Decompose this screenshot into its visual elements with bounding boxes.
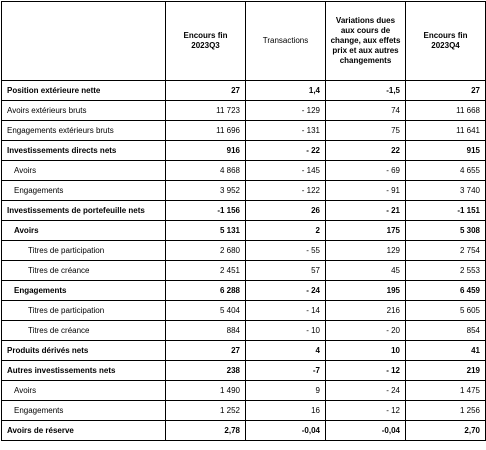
cell-variations: 10 — [326, 341, 406, 361]
row-label: Titres de créance — [2, 321, 166, 341]
cell-transactions: 26 — [246, 201, 326, 221]
table-row — [2, 381, 486, 401]
table-row — [2, 361, 486, 381]
cell-q3: 238 — [166, 361, 246, 381]
table-row — [2, 101, 486, 121]
cell-q3: 1 490 — [166, 381, 246, 401]
cell-variations: 74 — [326, 101, 406, 121]
table-row — [2, 141, 486, 161]
row-label: Avoirs extérieurs bruts — [2, 101, 166, 121]
cell-variations: 22 — [326, 141, 406, 161]
cell-q3: 11 723 — [166, 101, 246, 121]
row-label: Investissements de portefeuille nets — [2, 201, 166, 221]
cell-q3: 2 680 — [166, 241, 246, 261]
cell-transactions: 1,4 — [246, 81, 326, 101]
cell-transactions: - 55 — [246, 241, 326, 261]
table-row — [2, 161, 486, 181]
cell-q3: 2,78 — [166, 421, 246, 441]
table-row — [2, 241, 486, 261]
row-label: Engagements — [2, 401, 166, 421]
cell-q3: 2 451 — [166, 261, 246, 281]
cell-q4: 1 256 — [406, 401, 486, 421]
cell-q4: 11 641 — [406, 121, 486, 141]
balance-table — [1, 1, 486, 441]
cell-q4: 854 — [406, 321, 486, 341]
header-q3: Encours fin 2023Q3 — [166, 2, 246, 81]
row-label: Autres investissements nets — [2, 361, 166, 381]
cell-transactions: - 22 — [246, 141, 326, 161]
cell-variations: 216 — [326, 301, 406, 321]
cell-variations: 129 — [326, 241, 406, 261]
cell-q4: 219 — [406, 361, 486, 381]
cell-variations: -1,5 — [326, 81, 406, 101]
table-row — [2, 201, 486, 221]
cell-q3: 27 — [166, 81, 246, 101]
cell-q3: -1 156 — [166, 201, 246, 221]
cell-q3: 3 952 — [166, 181, 246, 201]
cell-variations: 175 — [326, 221, 406, 241]
header-row — [2, 2, 486, 81]
cell-q4: 1 475 — [406, 381, 486, 401]
cell-transactions: -7 — [246, 361, 326, 381]
table-row — [2, 261, 486, 281]
cell-variations: - 21 — [326, 201, 406, 221]
cell-q3: 884 — [166, 321, 246, 341]
cell-q4: 2 754 — [406, 241, 486, 261]
cell-q4: 915 — [406, 141, 486, 161]
cell-transactions: - 10 — [246, 321, 326, 341]
header-transactions: Transactions — [246, 2, 326, 81]
cell-q4: 11 668 — [406, 101, 486, 121]
cell-transactions: - 24 — [246, 281, 326, 301]
cell-q4: 6 459 — [406, 281, 486, 301]
row-label: Avoirs — [2, 161, 166, 181]
header-variations: Variations dues aux cours de change, aux effets prix et aux autres changements — [326, 2, 406, 81]
table-row — [2, 401, 486, 421]
cell-transactions: - 129 — [246, 101, 326, 121]
table-row — [2, 181, 486, 201]
table-row — [2, 221, 486, 241]
cell-variations: -0,04 — [326, 421, 406, 441]
table-body — [2, 81, 486, 441]
row-label: Investissements directs nets — [2, 141, 166, 161]
cell-transactions: - 131 — [246, 121, 326, 141]
row-label: Engagements extérieurs bruts — [2, 121, 166, 141]
cell-transactions: 16 — [246, 401, 326, 421]
cell-transactions: 2 — [246, 221, 326, 241]
header-q4: Encours fin 2023Q4 — [406, 2, 486, 81]
cell-q3: 6 288 — [166, 281, 246, 301]
cell-variations: - 12 — [326, 401, 406, 421]
cell-q4: 5 308 — [406, 221, 486, 241]
row-label: Avoirs — [2, 381, 166, 401]
row-label: Titres de créance — [2, 261, 166, 281]
cell-variations: 195 — [326, 281, 406, 301]
cell-q3: 916 — [166, 141, 246, 161]
cell-variations: 75 — [326, 121, 406, 141]
header-blank-cell — [2, 2, 166, 81]
table-row — [2, 321, 486, 341]
cell-q4: 3 740 — [406, 181, 486, 201]
cell-q4: -1 151 — [406, 201, 486, 221]
cell-transactions: - 122 — [246, 181, 326, 201]
row-label: Titres de participation — [2, 241, 166, 261]
table-row — [2, 281, 486, 301]
cell-transactions: 4 — [246, 341, 326, 361]
cell-q4: 2,70 — [406, 421, 486, 441]
cell-transactions: 9 — [246, 381, 326, 401]
table-row — [2, 81, 486, 101]
table-row — [2, 421, 486, 441]
cell-q3: 27 — [166, 341, 246, 361]
cell-q4: 4 655 — [406, 161, 486, 181]
row-label: Engagements — [2, 181, 166, 201]
cell-variations: 45 — [326, 261, 406, 281]
cell-variations: - 24 — [326, 381, 406, 401]
cell-q3: 11 696 — [166, 121, 246, 141]
row-label: Titres de participation — [2, 301, 166, 321]
cell-q4: 27 — [406, 81, 486, 101]
cell-q3: 4 868 — [166, 161, 246, 181]
cell-q3: 5 404 — [166, 301, 246, 321]
table-row — [2, 341, 486, 361]
row-label: Engagements — [2, 281, 166, 301]
cell-transactions: - 145 — [246, 161, 326, 181]
cell-variations: - 12 — [326, 361, 406, 381]
cell-variations: - 91 — [326, 181, 406, 201]
row-label: Avoirs de réserve — [2, 421, 166, 441]
row-label: Position extérieure nette — [2, 81, 166, 101]
row-label: Produits dérivés nets — [2, 341, 166, 361]
table-row — [2, 121, 486, 141]
cell-variations: - 69 — [326, 161, 406, 181]
cell-transactions: -0,04 — [246, 421, 326, 441]
cell-q4: 41 — [406, 341, 486, 361]
table-row — [2, 301, 486, 321]
cell-q4: 5 605 — [406, 301, 486, 321]
cell-q3: 1 252 — [166, 401, 246, 421]
cell-transactions: 57 — [246, 261, 326, 281]
cell-transactions: - 14 — [246, 301, 326, 321]
cell-q4: 2 553 — [406, 261, 486, 281]
row-label: Avoirs — [2, 221, 166, 241]
cell-q3: 5 131 — [166, 221, 246, 241]
cell-variations: - 20 — [326, 321, 406, 341]
